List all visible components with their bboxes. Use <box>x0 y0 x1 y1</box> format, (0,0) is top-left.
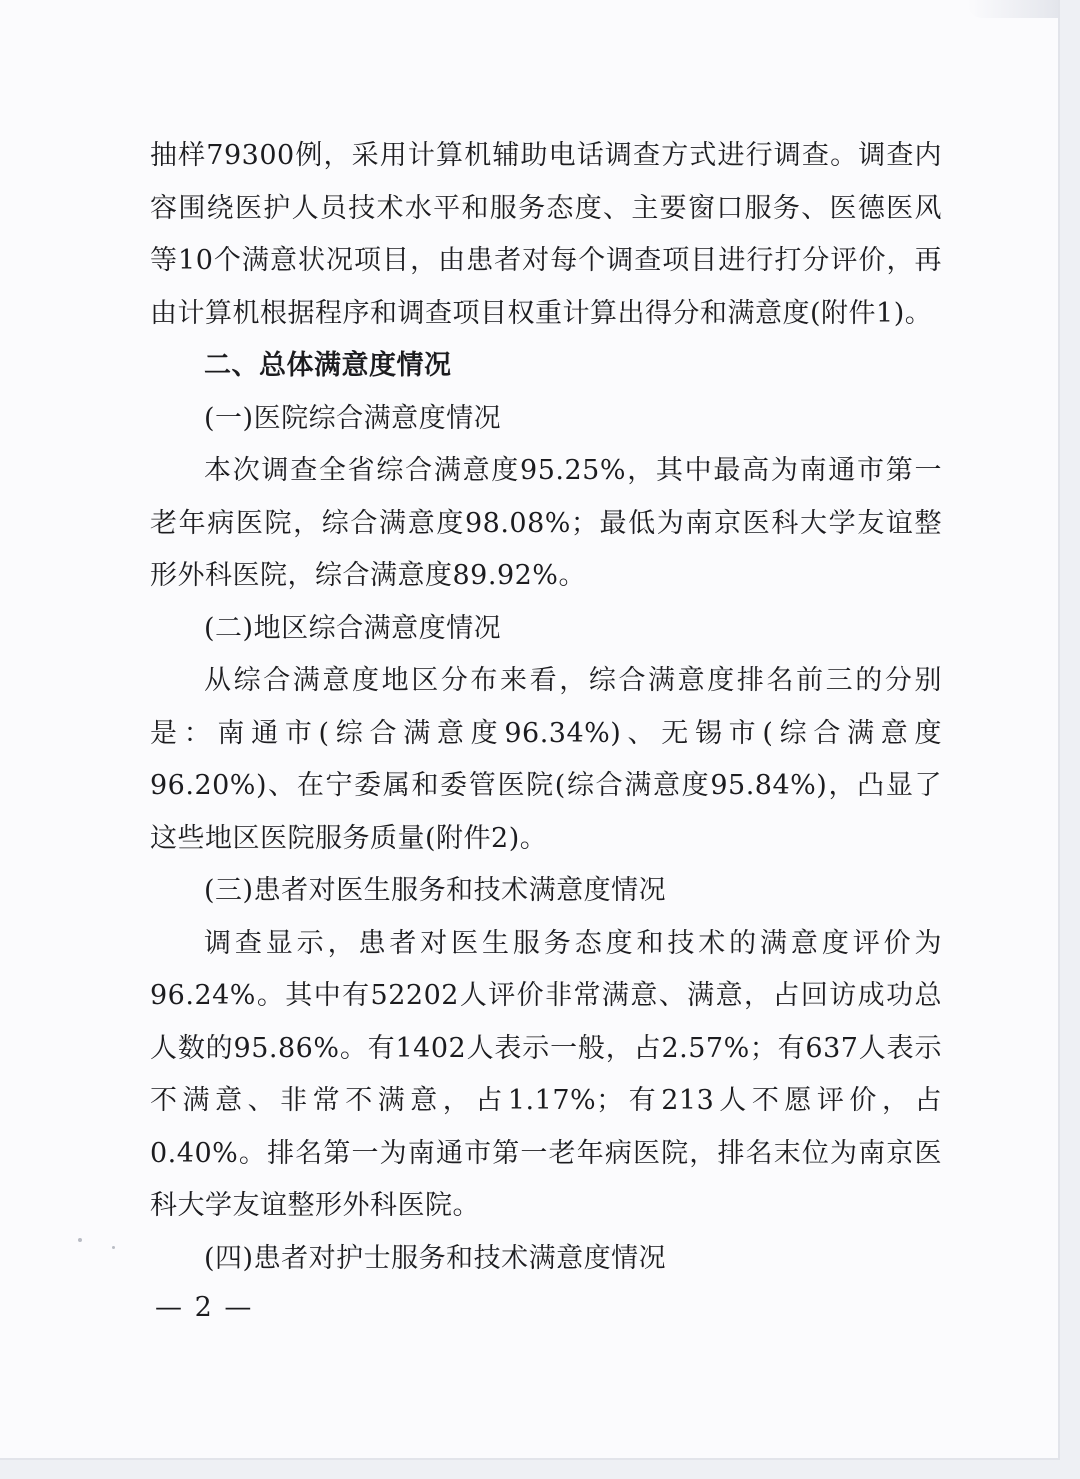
paragraph-hospital-satisfaction: 本次调查全省综合满意度95.25%，其中最高为南通市第一老年病医院，综合满意度98.08%；最低为南京医科大学友谊整形外科医院，综合满意度89.92%。 <box>150 455 942 591</box>
page-corner-shadow <box>968 0 1058 18</box>
subheading-hospital-satisfaction: (一)医院综合满意度情况 <box>204 402 502 434</box>
page-number: — 2 — <box>155 1292 254 1323</box>
paragraph-doctor-satisfaction: 调查显示，患者对医生服务态度和技术的满意度评价为96.24%。其中有52202人评价非常满意、满意，占回访成功总人数的95.86%。有1402人表示一般，占2.57%；有637人表示不满意、非常不满意，占1.17%；有213人不愿评价，占0.40%。排名第一为南通市第一老年病医院，排名末位为南京医科大学友谊整形外科医院。 <box>150 927 942 1221</box>
paragraph-regional-satisfaction: 从综合满意度地区分布来看，综合满意度排名前三的分别是：南通市(综合满意度96.34%)、无锡市(综合满意度96.20%)、在宁委属和委管医院(综合满意度95.84%)，凸显了这些地区医院服务质量(附件2)。 <box>150 665 942 854</box>
section-heading-overall-satisfaction: 二、总体满意度情况 <box>204 350 452 381</box>
document-body <box>150 130 942 1285</box>
subheading-doctor-satisfaction: (三)患者对医生服务和技术满意度情况 <box>204 875 667 906</box>
scan-speck <box>112 1246 115 1249</box>
paragraph-survey-method: 抽样79300例，采用计算机辅助电话调查方式进行调查。调查内容围绕医护人员技术水平和服务态度、主要窗口服务、医德医风等10个满意状况项目，由患者对每个调查项目进行打分评价，再由计算机根据程序和调查项目权重计算出得分和满意度(附件1)。 <box>150 140 942 329</box>
scan-speck <box>78 1238 82 1242</box>
subheading-nurse-satisfaction: (四)患者对护士服务和技术满意度情况 <box>204 1242 667 1274</box>
subheading-regional-satisfaction: (二)地区综合满意度情况 <box>204 612 502 644</box>
